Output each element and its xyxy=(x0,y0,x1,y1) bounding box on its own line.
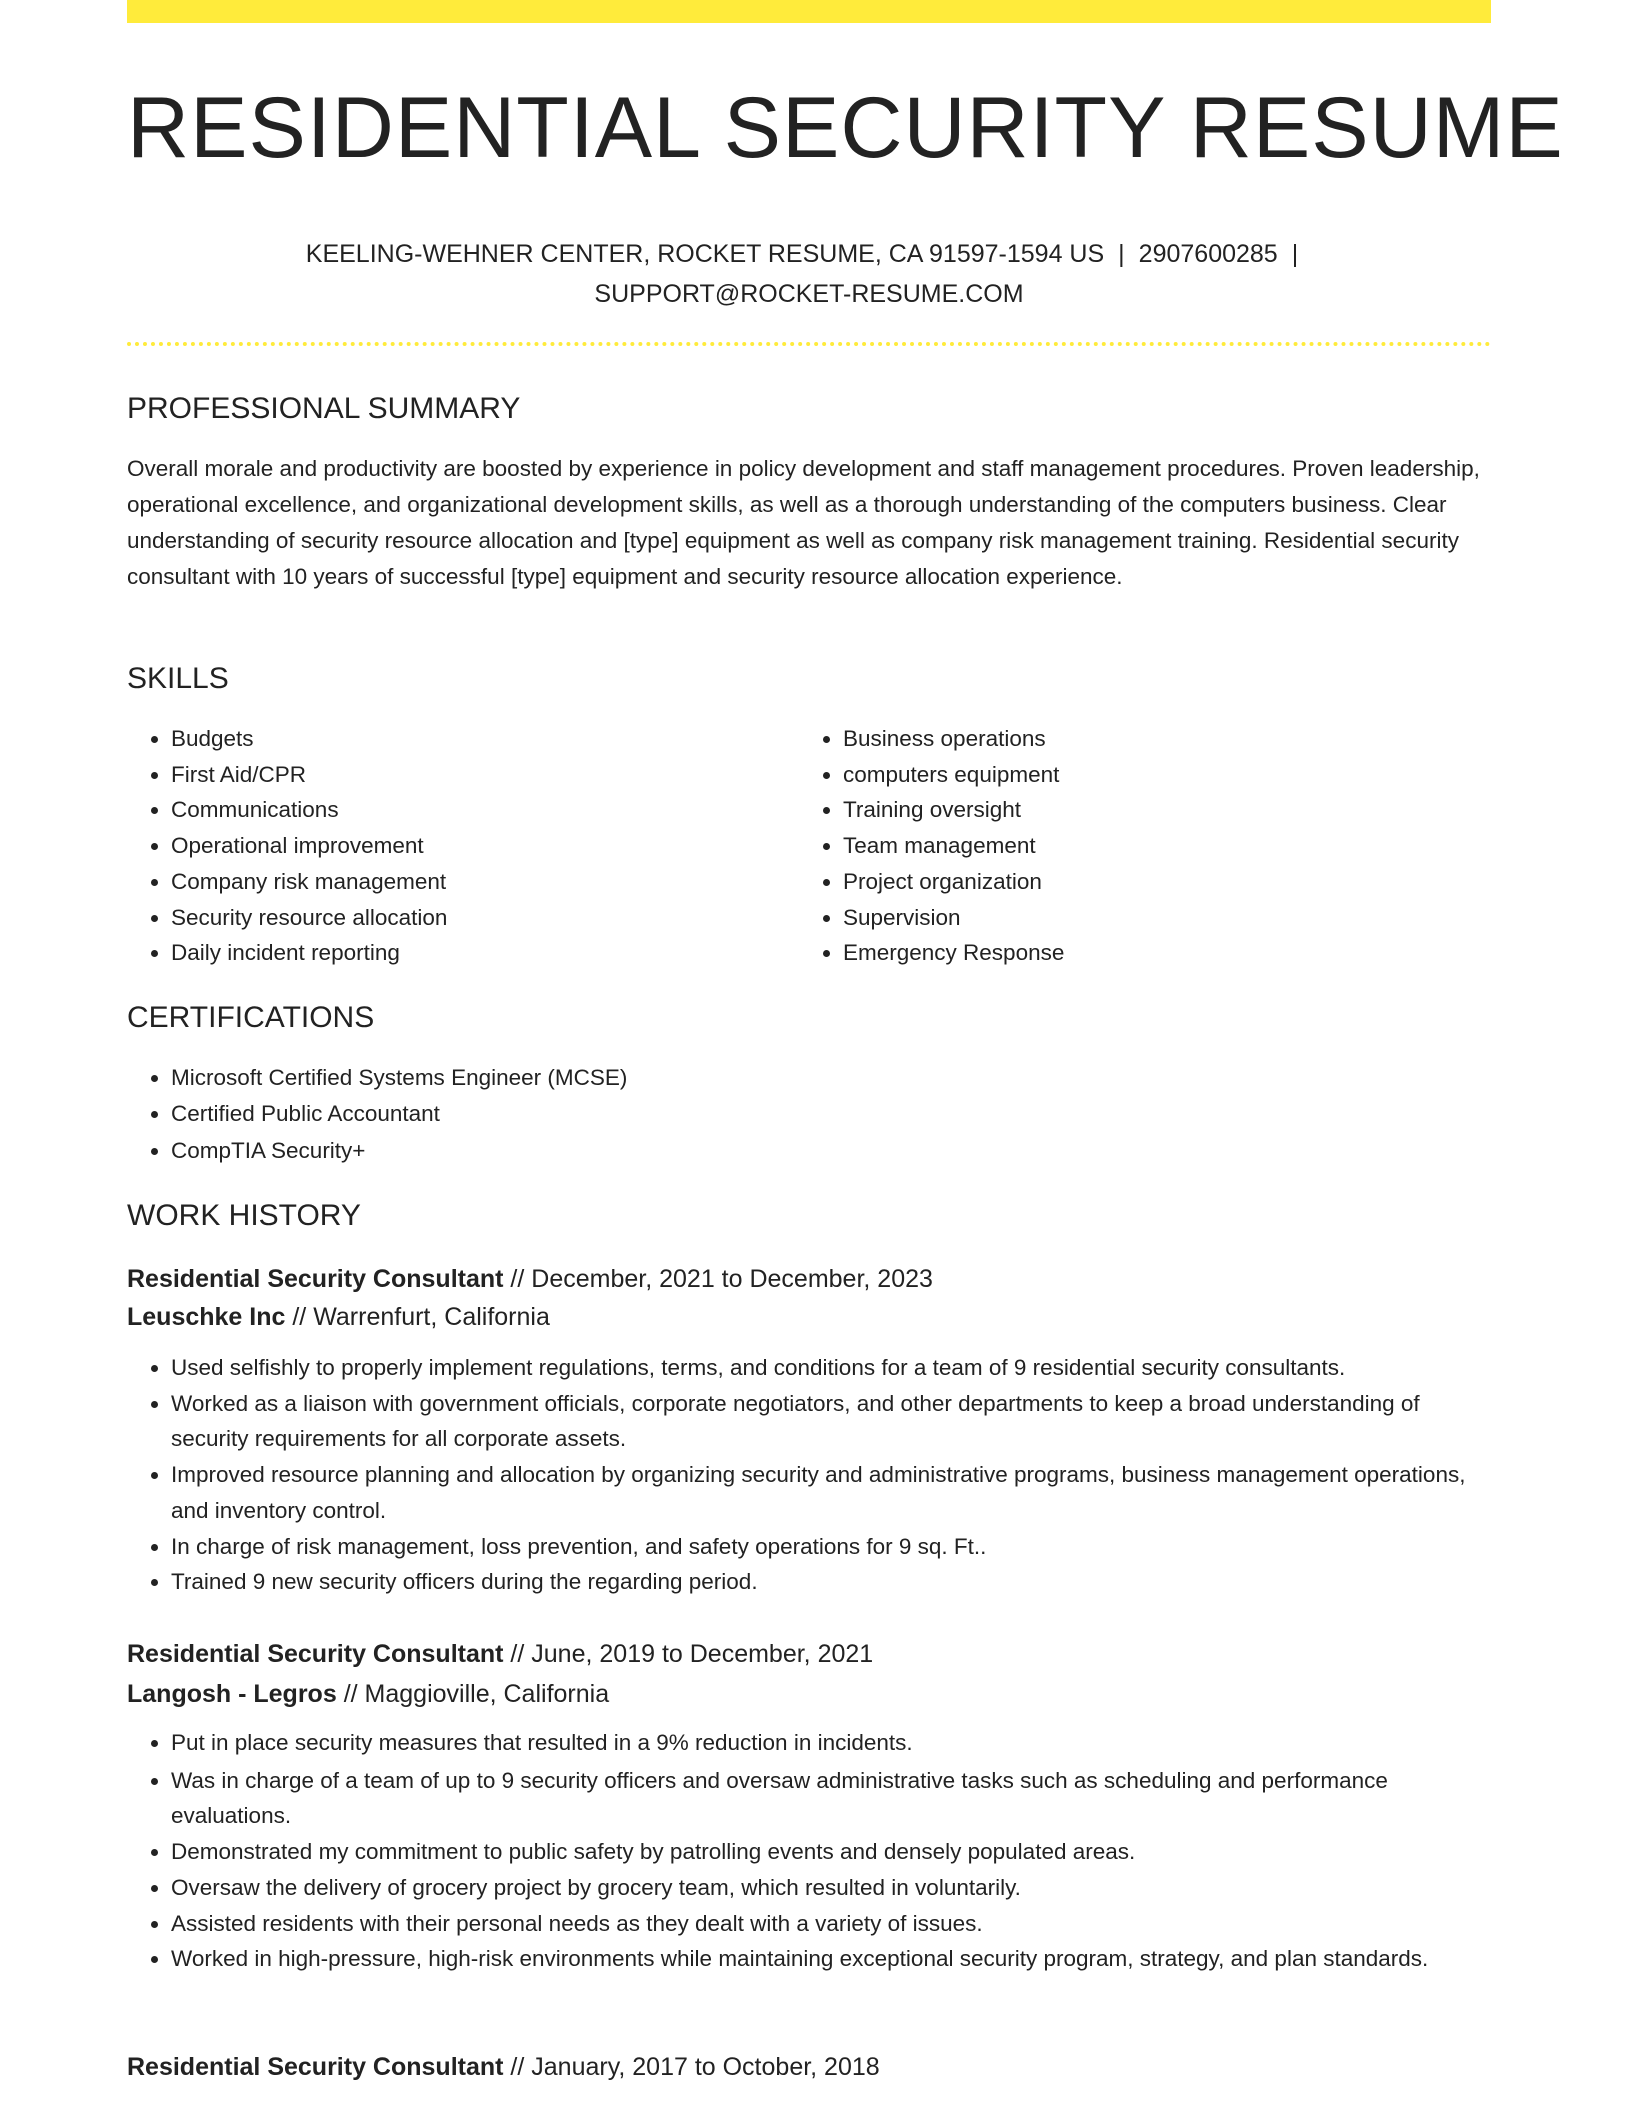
job-bullet: • Used selfishly to properly implement regulations, terms, and conditions for a team of 9 residential security consultants. xyxy=(171,1350,1491,1386)
job-company: Langosh - Legros xyxy=(127,1680,337,1708)
contact-email: SUPPORT@ROCKET-RESUME.COM xyxy=(594,280,1024,308)
job-bullet: • Worked in high-pressure, high-risk environments while maintaining exceptional security program, strategy, and plan standards. xyxy=(171,1941,1491,1977)
job-bullet: • Worked as a liaison with government officials, corporate negotiators, and other departments to keep a broad understanding of security requirements for all corporate assets. xyxy=(171,1386,1491,1457)
job-separator: // xyxy=(292,1303,307,1331)
contact-phone: 2907600285 xyxy=(1138,240,1278,268)
skill-item: • Business operations xyxy=(843,721,1483,757)
skill-item: • Company risk management xyxy=(171,864,801,900)
work-history-heading: WORK HISTORY xyxy=(127,1199,361,1232)
skill-item: • Training oversight xyxy=(843,792,1483,828)
job-bullet: • Trained 9 new security officers during the regarding period. xyxy=(171,1564,1491,1600)
job-dates: January, 2017 to October, 2018 xyxy=(531,2053,880,2081)
job-company-line xyxy=(127,1298,550,1336)
job-title: Residential Security Consultant xyxy=(127,2053,504,2081)
job-bullet: • Oversaw the delivery of grocery project by grocery team, which resulted in voluntarily. xyxy=(171,1870,1491,1906)
job-title-line xyxy=(127,1635,873,1673)
certification-item: • Microsoft Certified Systems Engineer (MCSE) xyxy=(171,1060,1491,1096)
skill-item: • computers equipment xyxy=(843,757,1483,793)
skill-item: • Project organization xyxy=(843,864,1483,900)
skill-item: • Operational improvement xyxy=(171,828,801,864)
job-dates: June, 2019 to December, 2021 xyxy=(531,1640,874,1668)
summary-heading: PROFESSIONAL SUMMARY xyxy=(127,392,521,425)
skill-item: • Budgets xyxy=(171,721,801,757)
skill-item: • Daily incident reporting xyxy=(171,935,801,971)
page-title: RESIDENTIAL SECURITY RESUME xyxy=(127,80,1564,176)
contact-separator: | xyxy=(1118,240,1125,268)
skill-item: • First Aid/CPR xyxy=(171,757,801,793)
skills-list-left xyxy=(127,721,801,971)
job-company: Leuschke Inc xyxy=(127,1303,286,1331)
skill-item: • Communications xyxy=(171,792,801,828)
certifications-list xyxy=(127,1060,1491,1169)
contact-separator: | xyxy=(1291,240,1299,268)
certification-item: • Certified Public Accountant xyxy=(171,1096,1491,1132)
job-title-line xyxy=(127,2048,880,2086)
contact-info xyxy=(127,234,1491,314)
skill-item: • Emergency Response xyxy=(843,935,1483,971)
job-dates: December, 2021 to December, 2023 xyxy=(531,1265,933,1293)
job-bullet: • Was in charge of a team of up to 9 security officers and oversaw administrative tasks such as scheduling and performance evaluations. xyxy=(171,1763,1491,1834)
job-title: Residential Security Consultant xyxy=(127,1265,504,1293)
skill-item: • Security resource allocation xyxy=(171,900,801,936)
accent-bar xyxy=(127,0,1491,23)
job-separator: // xyxy=(510,2053,525,2081)
certifications-heading: CERTIFICATIONS xyxy=(127,1001,375,1034)
job-separator: // xyxy=(510,1640,525,1668)
skill-item: • Supervision xyxy=(843,900,1483,936)
job-bullet: • Put in place security measures that resulted in a 9% reduction in incidents. xyxy=(171,1725,1491,1761)
job-bullets xyxy=(127,1725,1491,1977)
job-title-line xyxy=(127,1260,933,1298)
job-title: Residential Security Consultant xyxy=(127,1640,504,1668)
job-company-line xyxy=(127,1675,609,1713)
job-bullet: • Improved resource planning and allocation by organizing security and administrative programs, business management operations, and inventory control. xyxy=(171,1457,1491,1528)
contact-address: KEELING-WEHNER CENTER, ROCKET RESUME, CA 91597-1594 US xyxy=(305,240,1105,268)
job-separator: // xyxy=(510,1265,525,1293)
dotted-divider xyxy=(127,342,1491,346)
summary-text: Overall morale and productivity are boosted by experience in policy development and staff management procedures. Proven leadership, operational excellence, and organizational development skills, as well as a thorough understanding of the computers business. Clear understanding of security resource allocation and [type] equipment as well as company risk management training. Residential security consultant with 10 years of successful [type] equipment and security resource allocation experience. xyxy=(127,456,1480,589)
job-bullets xyxy=(127,1350,1491,1600)
job-separator: // xyxy=(343,1680,358,1708)
certification-item: • CompTIA Security+ xyxy=(171,1133,1491,1169)
job-bullet: • In charge of risk management, loss prevention, and safety operations for 9 sq. Ft.. xyxy=(171,1529,1491,1565)
job-bullet: • Assisted residents with their personal needs as they dealt with a variety of issues. xyxy=(171,1906,1491,1942)
skills-list-right xyxy=(799,721,1483,971)
skills-heading: SKILLS xyxy=(127,662,229,695)
job-location: Warrenfurt, California xyxy=(313,1303,550,1331)
job-location: Maggioville, California xyxy=(364,1680,610,1708)
job-bullet: • Demonstrated my commitment to public safety by patrolling events and densely populated areas. xyxy=(171,1834,1491,1870)
skill-item: • Team management xyxy=(843,828,1483,864)
